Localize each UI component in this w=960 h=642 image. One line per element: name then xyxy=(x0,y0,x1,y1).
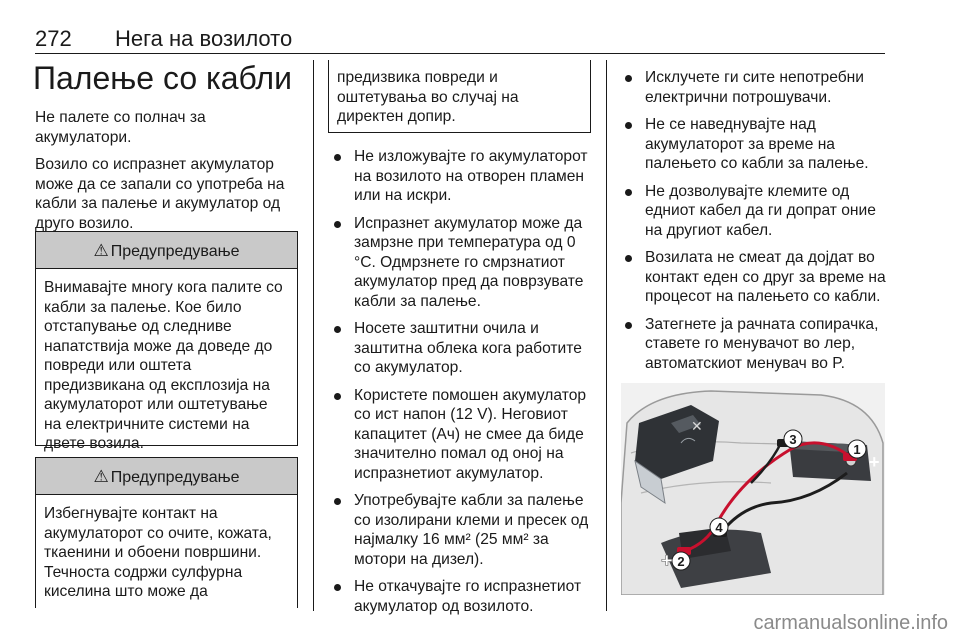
list-item: Испразнет акумулатор може да замрзне при температура од 0 °C. Одмрзнете го смрзнатиот акумулатор пред да поврзувате кабли за палење. xyxy=(330,214,594,312)
jump-start-drawing xyxy=(621,383,885,595)
column-1 xyxy=(35,108,300,241)
bullet-list xyxy=(621,68,887,373)
warning-heading xyxy=(36,232,297,269)
watermark: carmanualsonline.info xyxy=(753,612,948,634)
list-item: Носете заштитни очила и заштитна облека кога работите со акумулатор. xyxy=(330,319,594,378)
column-divider xyxy=(606,60,607,611)
list-item: Не се наведнувајте над акумулаторот за време на палењето со кабли за палење. xyxy=(621,115,887,174)
list-item: Исклучете ги сите непотребни електрични потрошувачи. xyxy=(621,68,887,107)
callout-1: 1 xyxy=(853,442,861,457)
svg-text:✕: ✕ xyxy=(691,418,703,434)
plus-symbol: + xyxy=(869,452,880,472)
paragraph: Не палете со полнач за акумулатори. xyxy=(35,109,206,146)
warning-box-1 xyxy=(35,231,298,452)
column-divider xyxy=(313,60,314,611)
column-2 xyxy=(330,147,594,624)
callout-4: 4 xyxy=(715,520,723,535)
chapter-title: Нега на возилото xyxy=(115,26,293,51)
warning-box-continued xyxy=(328,60,591,133)
list-item: Не откачувајте го испразнетиот акумулатор од возилото. xyxy=(330,577,594,616)
warning-body: Избегнувајте контакт на акумулаторот со очите, кожата, ткаенини и обоени површини. Течноста содржи сулфурна киселина што може да xyxy=(44,505,272,600)
warning-body: предизвика повреди и оштетувања во случај на директен допир. xyxy=(337,69,519,125)
callout-3: 3 xyxy=(789,432,797,447)
warning-heading-text: Предупредување xyxy=(110,469,240,486)
header-rule xyxy=(35,53,885,54)
list-item: Возилата не смеат да дојдат во контакт еден со друг за време на процесот на палењето со кабли. xyxy=(621,248,887,307)
section-title: Палење со кабли xyxy=(33,60,292,96)
warning-box-2 xyxy=(35,457,298,608)
warning-triangle-icon: ⚠ xyxy=(93,241,109,260)
paragraph: Возило со испразнет акумулатор може да се запали со употреба на кабли за палење и акумулатор од друго возило. xyxy=(35,156,285,232)
page-number: 272 xyxy=(35,26,72,51)
list-item: Употребувајте кабли за палење со изолирани клеми и пресек од најмалку 16 мм² (25 мм² за мотори на дизел). xyxy=(330,491,594,569)
bullet-list xyxy=(330,147,594,616)
column-3 xyxy=(621,68,887,381)
list-item: Затегнете ја рачната сопирачка, ставете го менувачот во лер, автоматскиот менувач во P. xyxy=(621,315,887,374)
list-item: Не дозволувајте клемите од едниот кабел да ги допрат оние на другиот кабел. xyxy=(621,182,887,241)
list-item: Не изложувајте го акумулаторот на возилото на отворен пламен или на искри. xyxy=(330,147,594,206)
plus-symbol: + xyxy=(661,550,673,572)
warning-triangle-icon: ⚠ xyxy=(93,467,109,486)
jump-start-illustration xyxy=(621,383,885,595)
list-item: Користете помошен акумулатор со ист напон (12 V). Неговиот капацитет (Ач) не смее да биде значително помал од оној на испразнетиот акумулатор. xyxy=(330,386,594,484)
warning-body: Внимавајте многу кога палите со кабли за палење. Кое било отстапување од следниве напатствија може да доведе до повреди или оштета предизвикана од експлозија на акумулаторот или оштетување на електричните системи на двете возила. xyxy=(44,279,283,452)
warning-heading-text: Предупредување xyxy=(110,243,240,260)
warning-heading xyxy=(36,458,297,495)
callout-2: 2 xyxy=(677,554,685,569)
